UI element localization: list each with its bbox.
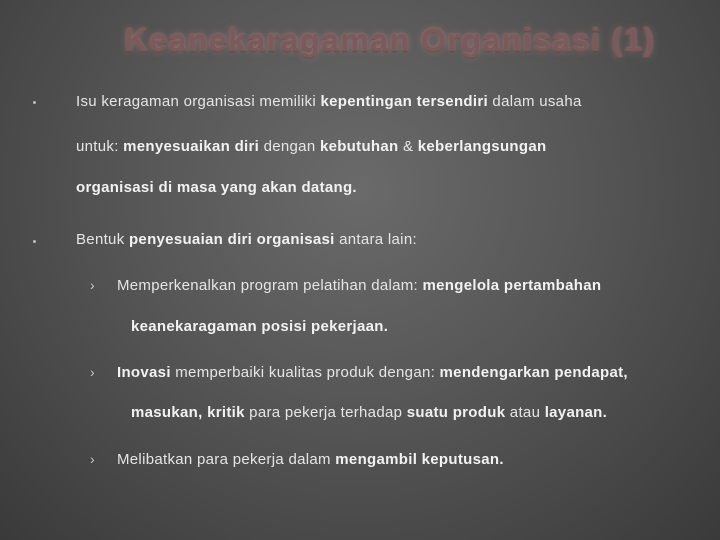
subbullet-marker: › [90, 364, 95, 380]
emphasis-text: penyesuaian diri organisasi [128, 231, 335, 248]
emphasis-text: organisasi di masa yang akan datang. [76, 179, 357, 196]
subbullet-marker: › [90, 277, 95, 293]
emphasis-text: mengelola pertambahan [422, 277, 602, 294]
bullet-1-line-3 [76, 179, 357, 196]
emphasis-text: layanan. [544, 404, 608, 421]
emphasis-text: kebutuhan [319, 138, 399, 155]
emphasis-text: keberlangsungan [417, 138, 547, 155]
body-text: Melibatkan para pekerja dalam [117, 451, 336, 468]
body-text: atau [505, 404, 545, 421]
body-text: dengan [259, 138, 320, 155]
bullet-1-line-2 [76, 138, 546, 155]
subbullet-2-line-1 [117, 364, 628, 381]
subbullet-2-line-2 [131, 404, 607, 421]
subbullet-3-line-1 [117, 451, 504, 468]
body-text: antara lain: [334, 231, 417, 248]
body-text: para pekerja terhadap [244, 404, 407, 421]
body-text: dalam usaha [487, 93, 582, 110]
emphasis-text: mendengarkan pendapat, [439, 364, 628, 381]
bullet-1-line-1 [76, 93, 582, 110]
body-text: & [398, 138, 418, 155]
bullet-2-line-1 [76, 231, 417, 248]
emphasis-text: menyesuaikan diri [123, 138, 260, 155]
body-text: Isu keragaman organisasi memiliki [76, 93, 321, 110]
subbullet-marker: › [90, 451, 95, 467]
bullet-marker [33, 240, 36, 243]
emphasis-text: Inovasi [117, 364, 171, 381]
emphasis-text: mengambil keputusan. [335, 451, 504, 468]
subbullet-1-line-2 [131, 318, 388, 335]
body-text: Bentuk [76, 231, 129, 248]
body-text: Memperkenalkan program pelatihan dalam: [117, 277, 423, 294]
body-text: untuk: [76, 138, 124, 155]
emphasis-text: keanekaragaman posisi pekerjaan. [131, 318, 389, 335]
bullet-marker [33, 101, 36, 104]
emphasis-text: masukan, kritik [131, 404, 245, 421]
emphasis-text: suatu produk [406, 404, 506, 421]
subbullet-1-line-1 [117, 277, 601, 294]
body-text: memperbaiki kualitas produk dengan: [170, 364, 440, 381]
emphasis-text: kepentingan tersendiri [320, 93, 488, 110]
slide-title: Keanekaragaman Organisasi (1) [124, 22, 656, 58]
